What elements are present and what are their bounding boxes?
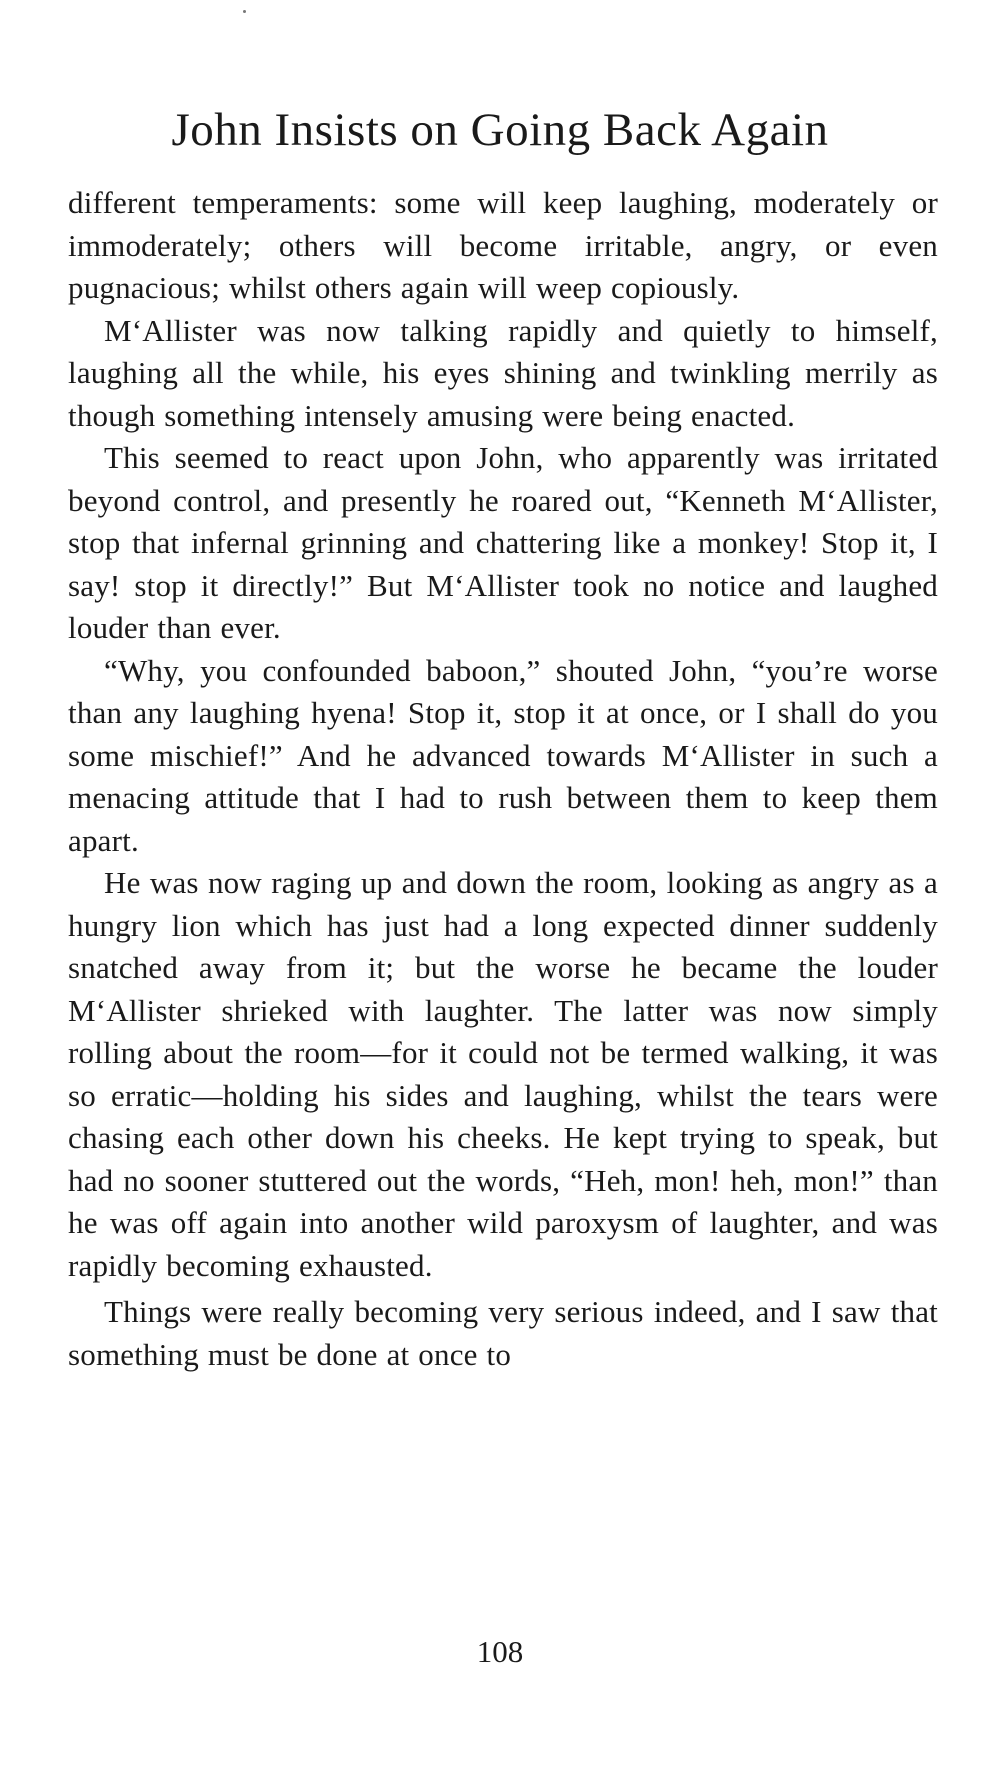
paragraph: M‘Allister was now talking rapidly and quietly to himself, laughing all the while, his eyes shining and twinkling merrily as though something intensely amusing were being enacted.	[68, 312, 938, 433]
paragraph-continued: different temperaments: some will keep laughing, moderately or immoderately; others will become irritable, angry, or even pugnacious; whilst others again will weep copiously.	[68, 185, 938, 305]
body-text	[68, 182, 938, 1376]
page-number: 108	[476, 1634, 524, 1669]
paragraph: This seemed to react upon John, who apparently was irritated beyond control, and presently he roared out, “Kenneth M‘Allister, stop that infernal grinning and chattering like a monkey! Stop it, I say! stop it directly!” But M‘Allister took no notice and laughed louder than ever.	[68, 440, 938, 645]
running-head: John Insists on Going Back Again	[171, 104, 829, 156]
paragraph: He was now raging up and down the room, looking as angry as a hungry lion which has just had a long expected dinner suddenly snatched away from it; but the worse he became the louder M‘Allister shrieked with laughter. The latter was now simply rolling about the room—for it could not be termed walking, it was so erratic—holding his sides and laughing, whilst the tears were chasing each other down his cheeks. He kept trying to speak, but had no sooner stuttered out the words, “Heh, mon! heh, mon!” than he was off again into another wild paroxysm of laughter, and was rapidly becoming exhausted.	[68, 865, 938, 1283]
paragraph: Things were really becoming very serious indeed, and I saw that something must be done at once to	[68, 1294, 938, 1372]
paragraph: “Why, you confounded baboon,” shouted John, “you’re worse than any laughing hyena! Stop it, stop it at once, or I shall do you some mischief!” And he advanced towards M‘Allister in such a menacing attitude that I had to rush between them to keep them apart.	[68, 652, 938, 858]
paper-speck	[243, 10, 246, 13]
